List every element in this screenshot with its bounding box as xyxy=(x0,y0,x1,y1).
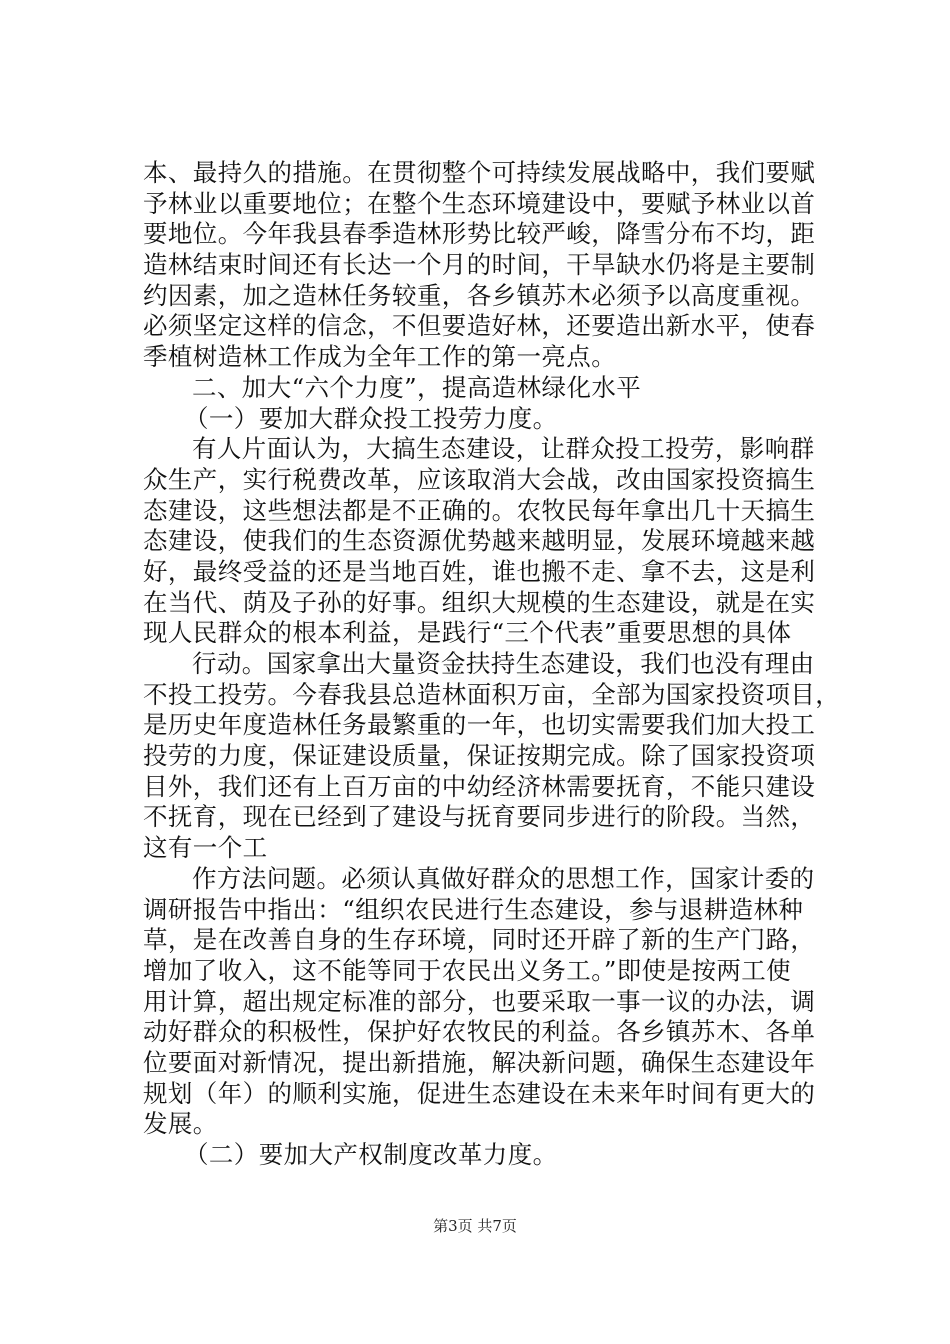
text-line: 发展。 xyxy=(143,1109,218,1139)
page-number-footer: 第3页 共7页 xyxy=(433,1217,517,1235)
subsection-heading: （一）要加大群众投工投劳力度。 xyxy=(184,403,558,433)
text-line: 动好群众的积极性，保护好农牧民的利益。各乡镇苏木、各单 xyxy=(143,1017,816,1047)
text-line: 予林业以重要地位；在整个生态环境建设中，要赋予林业以首 xyxy=(143,188,816,218)
text-line: 不投工投劳。今春我县总造林面积万亩，全部为国家投资项目， xyxy=(143,679,841,709)
text-line: 草，是在改善自身的生存环境，同时还开辟了新的生产门路， xyxy=(143,925,816,955)
text-line: 投劳的力度，保证建设质量，保证按期完成。除了国家投资项 xyxy=(143,741,816,771)
text-line: 必须坚定这样的信念，不但要造好林，还要造出新水平，使春 xyxy=(143,311,816,341)
text-line: 本、最持久的措施。在贯彻整个可持续发展战略中，我们要赋 xyxy=(143,158,816,187)
text-line: 约因素，加之造林任务较重，各乡镇苏木必须予以高度重视。 xyxy=(143,280,816,310)
text-line: 不抚育，现在已经到了建设与抚育要同步进行的阶段。当然， xyxy=(143,802,816,832)
text-line: 造林结束时间还有长达一个月的时间，干旱缺水仍将是主要制 xyxy=(143,250,816,280)
text-line: 这有一个工 xyxy=(143,833,268,863)
text-line: 增加了收入，这不能等同于农民出义务工。”即使是按两工使 xyxy=(143,955,792,985)
paragraph-start: 有人片面认为，大搞生态建设，让群众投工投劳，影响群 xyxy=(192,434,815,464)
text-line: 在当代、荫及子孙的好事。组织大规模的生态建设，就是在实 xyxy=(143,587,816,617)
subsection-heading: （二）要加大产权制度改革力度。 xyxy=(184,1140,558,1169)
text-line: 调研报告中指出：“组织农民进行生态建设，参与退耕造林种 xyxy=(143,894,804,924)
text-line: 好，最终受益的还是当地百姓，谁也搬不走、拿不去，这是利 xyxy=(143,556,816,586)
text-line: 是历史年度造林任务最繁重的一年，也切实需要我们加大投工 xyxy=(143,710,816,740)
text-line: 态建设，使我们的生态资源优势越来越明显，发展环境越来越 xyxy=(143,526,816,556)
text-line: 要地位。今年我县春季造林形势比较严峻，降雪分布不均，距 xyxy=(143,219,816,249)
text-line: 规划（年）的顺利实施，促进生态建设在未来年时间有更大的 xyxy=(143,1078,816,1108)
paragraph-start: 作方法问题。必须认真做好群众的思想工作，国家计委的 xyxy=(192,863,815,893)
text-line: 用计算，超出规定标准的部分，也要采取一事一议的办法，调 xyxy=(143,986,816,1016)
text-line: 态建设，这些想法都是不正确的。农牧民每年拿出几十天搞生 xyxy=(143,495,816,525)
paragraph-start: 行动。国家拿出大量资金扶持生态建设，我们也没有理由 xyxy=(192,649,815,678)
text-line: 季植树造林工作成为全年工作的第一亮点。 xyxy=(143,342,617,372)
text-line: 众生产，实行税费改革，应该取消大会战，改由国家投资搞生 xyxy=(143,464,816,494)
text-line: 目外，我们还有上百万亩的中幼经济林需要抚育，不能只建设 xyxy=(143,771,816,801)
document-body xyxy=(143,158,841,1171)
text-line: 位要面对新情况，提出新措施，解决新问题，确保生态建设年 xyxy=(143,1047,816,1077)
text-line: 现人民群众的根本利益，是践行“三个代表”重要思想的具体 xyxy=(143,618,792,648)
section-heading: 二、加大“六个力度”，提高造林绿化水平 xyxy=(192,372,642,402)
